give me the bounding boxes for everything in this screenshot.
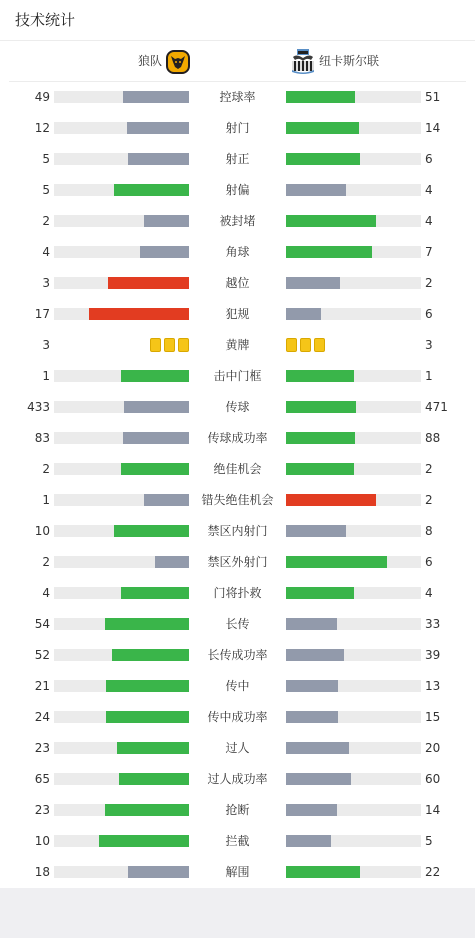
away-team-name[interactable]: 纽卡斯尔联 <box>319 54 380 68</box>
away-bar-track <box>286 91 421 103</box>
home-bar-fill <box>144 215 189 227</box>
home-value: 65 <box>34 772 50 786</box>
away-bar-fill <box>286 432 355 444</box>
away-bar-track <box>286 649 421 661</box>
away-bar-fill <box>286 618 337 630</box>
home-bar-track <box>54 804 189 816</box>
away-bar-track <box>286 215 421 227</box>
home-bar-track <box>54 246 189 258</box>
stat-row <box>0 732 475 763</box>
home-value: 4 <box>42 586 50 600</box>
away-bar-fill <box>286 835 331 847</box>
stat-label: 长传成功率 <box>207 648 268 662</box>
home-bar-track <box>54 370 189 382</box>
home-bar-fill <box>140 246 189 258</box>
away-value: 471 <box>425 400 448 414</box>
away-bar-fill <box>286 401 356 413</box>
away-value: 3 <box>425 338 433 352</box>
home-bar-fill <box>128 866 189 878</box>
away-bar-fill <box>286 556 387 568</box>
away-bar-track <box>286 122 421 134</box>
home-bar-track <box>54 401 189 413</box>
stat-label: 射正 <box>225 152 250 166</box>
stat-label: 黄牌 <box>225 338 250 352</box>
home-bar-fill <box>99 835 189 847</box>
stat-row <box>0 267 475 298</box>
away-bar-fill <box>286 587 354 599</box>
stat-label: 传中 <box>225 679 250 693</box>
home-bar-fill <box>127 122 189 134</box>
away-bar-track <box>286 463 421 475</box>
away-value: 6 <box>425 307 433 321</box>
home-bar-fill <box>114 184 189 196</box>
stat-row <box>0 825 475 856</box>
home-bar-fill <box>121 587 189 599</box>
home-bar-fill <box>114 525 189 537</box>
away-value: 33 <box>425 617 441 631</box>
away-value: 14 <box>425 121 441 135</box>
yellow-card-icon <box>150 338 161 352</box>
stat-row <box>0 236 475 267</box>
away-bar-track <box>286 773 421 785</box>
home-value: 4 <box>42 245 50 259</box>
home-value: 2 <box>42 555 50 569</box>
away-bar-fill <box>286 184 346 196</box>
away-bar-track <box>286 370 421 382</box>
away-bar-fill <box>286 153 360 165</box>
away-bar-track <box>286 742 421 754</box>
home-value: 52 <box>34 648 50 662</box>
away-value: 20 <box>425 741 441 755</box>
home-value: 49 <box>34 90 50 104</box>
home-bar-fill <box>123 432 189 444</box>
away-value: 1 <box>425 369 433 383</box>
away-bar-fill <box>286 463 354 475</box>
home-bar-track <box>54 773 189 785</box>
home-bar-fill <box>123 91 189 103</box>
stat-label: 射门 <box>225 121 250 135</box>
yellow-card-icon <box>286 338 297 352</box>
away-bar-fill <box>286 215 376 227</box>
stat-row <box>0 515 475 546</box>
home-value: 10 <box>34 834 50 848</box>
home-bar-fill <box>144 494 189 506</box>
stat-label: 传球 <box>225 400 250 414</box>
away-value: 14 <box>425 803 441 817</box>
home-bar-track <box>54 91 189 103</box>
stat-label: 犯规 <box>225 307 250 321</box>
home-bar-track <box>54 618 189 630</box>
home-bar-fill <box>124 401 189 413</box>
newcastle-crest-icon[interactable] <box>290 48 316 75</box>
away-bar-fill <box>286 711 338 723</box>
away-value: 39 <box>425 648 441 662</box>
away-value: 6 <box>425 555 433 569</box>
away-bar-fill <box>286 246 372 258</box>
home-value: 3 <box>42 276 50 290</box>
home-bar-track <box>54 432 189 444</box>
home-bar-fill <box>112 649 189 661</box>
home-bar-track <box>54 308 189 320</box>
home-bar-track <box>54 556 189 568</box>
stat-label: 绝佳机会 <box>213 462 262 476</box>
home-bar-track <box>54 494 189 506</box>
stat-label: 越位 <box>225 276 250 290</box>
stat-label: 传中成功率 <box>207 710 268 724</box>
home-value: 24 <box>34 710 50 724</box>
stat-row <box>0 856 475 887</box>
yellow-card-icon <box>164 338 175 352</box>
stat-row <box>0 546 475 577</box>
away-value: 8 <box>425 524 433 538</box>
team-header <box>0 41 475 81</box>
away-value: 4 <box>425 586 433 600</box>
away-bar-track <box>286 277 421 289</box>
home-value: 3 <box>42 338 50 352</box>
stat-row <box>0 81 475 112</box>
home-value: 1 <box>42 493 50 507</box>
away-bar-fill <box>286 494 376 506</box>
stat-label: 击中门框 <box>213 369 262 383</box>
away-bar-fill <box>286 804 337 816</box>
away-bar-fill <box>286 649 344 661</box>
away-value: 15 <box>425 710 441 724</box>
stat-row <box>0 205 475 236</box>
away-yellow-cards <box>286 338 325 352</box>
stat-row <box>0 639 475 670</box>
yellow-card-icon <box>314 338 325 352</box>
away-value: 4 <box>425 183 433 197</box>
away-value: 51 <box>425 90 441 104</box>
home-value: 5 <box>42 183 50 197</box>
page-title: 技术统计 <box>15 11 76 29</box>
stat-row <box>0 391 475 422</box>
home-bar-fill <box>89 308 189 320</box>
away-bar-fill <box>286 122 359 134</box>
home-value: 433 <box>27 400 50 414</box>
home-value: 2 <box>42 214 50 228</box>
stat-label: 传球成功率 <box>207 431 268 445</box>
stat-label: 过人 <box>225 741 250 755</box>
home-value: 12 <box>34 121 50 135</box>
stat-label: 解围 <box>225 865 250 879</box>
away-bar-fill <box>286 773 351 785</box>
away-bar-fill <box>286 866 360 878</box>
yellow-card-icon <box>178 338 189 352</box>
away-bar-fill <box>286 680 338 692</box>
home-bar-fill <box>108 277 189 289</box>
home-value: 23 <box>34 741 50 755</box>
away-bar-track <box>286 525 421 537</box>
away-bar-track <box>286 153 421 165</box>
away-bar-fill <box>286 525 346 537</box>
away-value: 7 <box>425 245 433 259</box>
away-bar-track <box>286 184 421 196</box>
stat-label: 禁区内射门 <box>207 524 268 538</box>
home-bar-fill <box>119 773 189 785</box>
away-value: 13 <box>425 679 441 693</box>
home-value: 5 <box>42 152 50 166</box>
away-value: 88 <box>425 431 441 445</box>
home-value: 21 <box>34 679 50 693</box>
away-bar-track <box>286 866 421 878</box>
wolves-crest-icon[interactable] <box>166 50 190 74</box>
home-bar-track <box>54 184 189 196</box>
home-bar-track <box>54 835 189 847</box>
stat-label: 射偏 <box>225 183 250 197</box>
stat-label: 过人成功率 <box>207 772 268 786</box>
stat-row <box>0 329 475 360</box>
home-bar-fill <box>105 804 189 816</box>
home-value: 18 <box>34 865 50 879</box>
stat-label: 角球 <box>225 245 250 259</box>
stat-row <box>0 360 475 391</box>
away-bar-track <box>286 432 421 444</box>
home-bar-track <box>54 587 189 599</box>
stats-list <box>0 81 475 887</box>
stat-label: 拦截 <box>225 834 250 848</box>
stat-row <box>0 577 475 608</box>
home-yellow-cards <box>150 338 189 352</box>
home-bar-track <box>54 215 189 227</box>
away-value: 2 <box>425 462 433 476</box>
away-value: 4 <box>425 214 433 228</box>
home-value: 17 <box>34 307 50 321</box>
home-bar-fill <box>121 463 189 475</box>
away-bar-fill <box>286 742 349 754</box>
home-value: 83 <box>34 431 50 445</box>
home-bar-fill <box>117 742 189 754</box>
stat-row <box>0 608 475 639</box>
home-bar-track <box>54 649 189 661</box>
away-value: 2 <box>425 276 433 290</box>
stat-label: 被封堵 <box>219 214 256 228</box>
stat-row <box>0 453 475 484</box>
home-bar-fill <box>121 370 189 382</box>
away-bar-track <box>286 246 421 258</box>
home-bar-fill <box>106 711 189 723</box>
home-bar-track <box>54 525 189 537</box>
away-value: 6 <box>425 152 433 166</box>
away-value: 5 <box>425 834 433 848</box>
stat-row <box>0 112 475 143</box>
home-bar-track <box>54 742 189 754</box>
stat-row <box>0 484 475 515</box>
home-bar-fill <box>155 556 189 568</box>
home-bar-fill <box>128 153 189 165</box>
away-bar-fill <box>286 91 355 103</box>
home-value: 54 <box>34 617 50 631</box>
stat-row <box>0 794 475 825</box>
home-value: 2 <box>42 462 50 476</box>
away-bar-track <box>286 308 421 320</box>
stat-row <box>0 422 475 453</box>
away-bar-track <box>286 494 421 506</box>
stat-label: 错失绝佳机会 <box>201 493 274 507</box>
stat-row <box>0 763 475 794</box>
home-bar-track <box>54 866 189 878</box>
away-value: 2 <box>425 493 433 507</box>
home-value: 1 <box>42 369 50 383</box>
away-bar-fill <box>286 308 321 320</box>
home-bar-track <box>54 153 189 165</box>
away-value: 60 <box>425 772 441 786</box>
home-bar-fill <box>106 680 189 692</box>
away-bar-track <box>286 618 421 630</box>
home-bar-track <box>54 711 189 723</box>
stat-row <box>0 174 475 205</box>
away-bar-track <box>286 804 421 816</box>
away-bar-track <box>286 680 421 692</box>
away-bar-track <box>286 401 421 413</box>
away-bar-track <box>286 835 421 847</box>
away-bar-track <box>286 711 421 723</box>
stat-label: 控球率 <box>219 90 256 104</box>
away-bar-fill <box>286 277 340 289</box>
away-value: 22 <box>425 865 441 879</box>
home-value: 23 <box>34 803 50 817</box>
home-bar-track <box>54 463 189 475</box>
stat-row <box>0 143 475 174</box>
yellow-card-icon <box>300 338 311 352</box>
stat-row <box>0 670 475 701</box>
stat-label: 抢断 <box>225 803 250 817</box>
stat-label: 长传 <box>225 617 250 631</box>
home-bar-track <box>54 122 189 134</box>
home-team-name[interactable]: 狼队 <box>137 54 162 68</box>
home-bar-track <box>54 680 189 692</box>
home-bar-fill <box>105 618 189 630</box>
stat-label: 禁区外射门 <box>207 555 268 569</box>
stat-row <box>0 298 475 329</box>
home-value: 10 <box>34 524 50 538</box>
away-bar-track <box>286 556 421 568</box>
away-bar-fill <box>286 370 354 382</box>
away-bar-track <box>286 587 421 599</box>
home-bar-track <box>54 277 189 289</box>
stat-label: 门将扑救 <box>213 586 262 600</box>
stat-row <box>0 701 475 732</box>
